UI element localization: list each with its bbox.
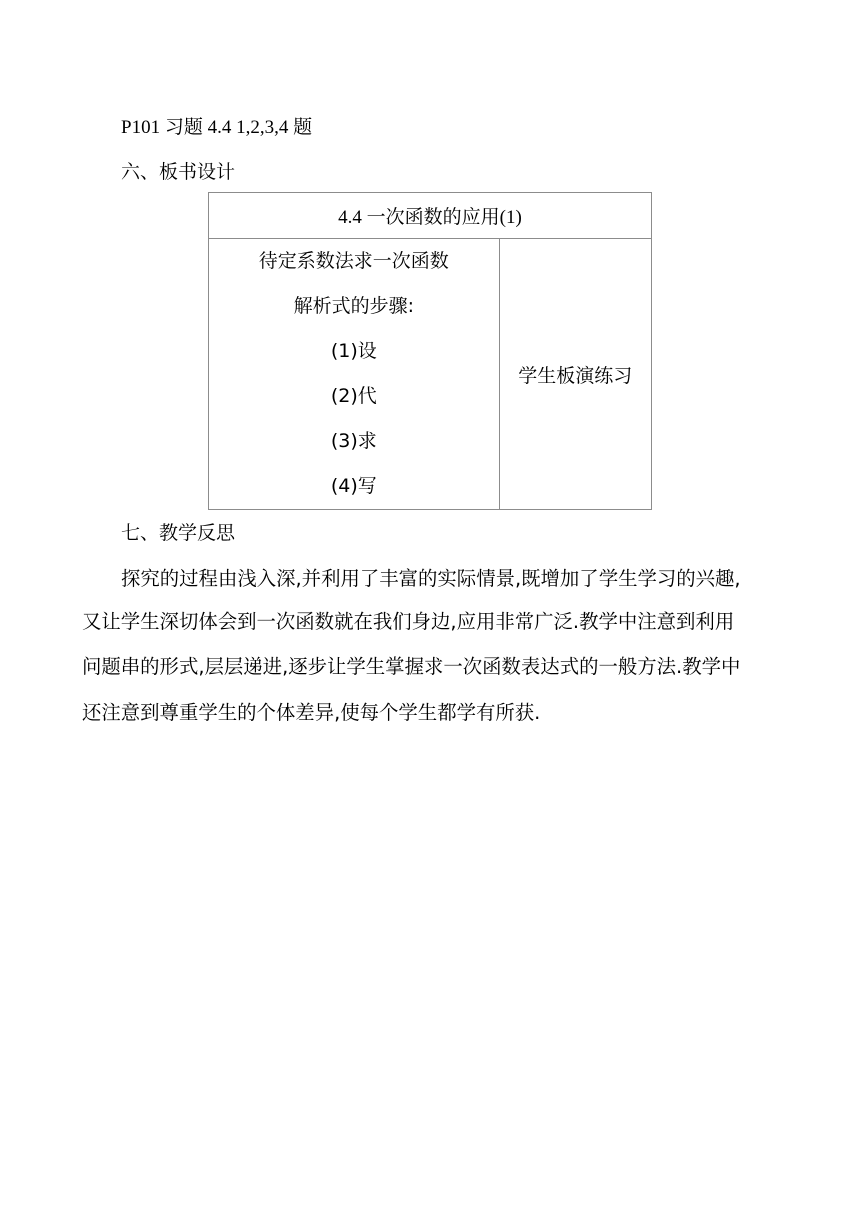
reflection-line-2: 又让学生深切体会到一次函数就在我们身边,应用非常广泛.教学中注意到利用 [82, 610, 735, 633]
section7-heading: 七、教学反思 [121, 522, 236, 544]
board-step-1: (1)设 [330, 340, 377, 362]
reflection-line-3: 问题串的形式,层层递进,逐步让学生掌握求一次函数表达式的一般方法.教学中 [82, 655, 741, 678]
board-title: 4.4 一次函数的应用(1) [209, 193, 652, 239]
blackboard-design-table [208, 192, 652, 510]
reflection-line-1: 探究的过程由浅入深,并利用了丰富的实际情景,既增加了学生学习的兴趣, [121, 567, 741, 590]
board-step-heading-1: 待定系数法求一次函数 [258, 250, 449, 272]
homework-line: P101 习题 4.4 1,2,3,4 题 [121, 117, 313, 138]
board-left-cell [209, 239, 500, 510]
board-step-2: (2)代 [330, 385, 377, 407]
board-step-3: (3)求 [330, 430, 377, 452]
reflection-line-4: 还注意到尊重学生的个体差异,使每个学生都学有所获. [82, 701, 541, 724]
board-step-heading-2: 解析式的步骤: [293, 295, 414, 317]
board-right-cell: 学生板演练习 [499, 239, 651, 510]
section6-heading: 六、板书设计 [121, 161, 236, 183]
board-step-4: (4)写 [330, 475, 377, 497]
